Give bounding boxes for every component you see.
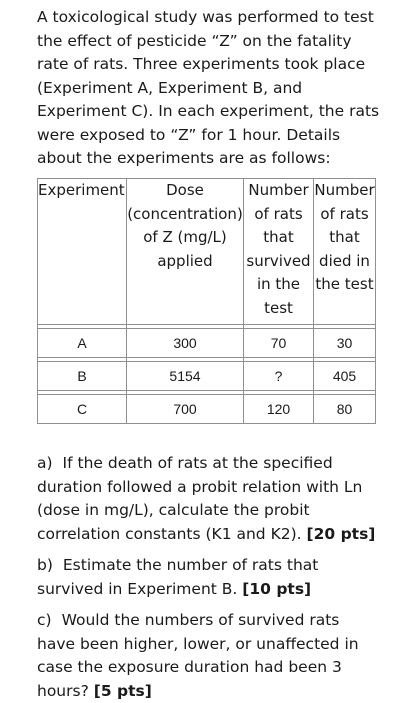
cell-dose: 300 — [127, 329, 244, 358]
cell-died: 405 — [314, 362, 376, 391]
table-row — [38, 329, 376, 358]
question-b — [37, 554, 382, 601]
question-points: [10 pts] — [242, 579, 312, 598]
table-row — [38, 362, 376, 391]
experiment-table — [37, 178, 376, 424]
cell-experiment: A — [38, 329, 127, 358]
question-a — [37, 452, 382, 546]
question-label: c) — [37, 611, 52, 629]
header-died: Number of rats that died in the test — [314, 179, 376, 325]
cell-experiment: B — [38, 362, 127, 391]
problem-intro: A toxicological study was performed to test the effect of pesticide “Z” on the fatality rate of rats. Three experiments took place (Experiment A, Experiment B, and Experiment C). In each experiment, the rats were exposed to “Z” for 1 hour. Details about the experiments are as follows: — [37, 8, 380, 167]
table-row — [38, 395, 376, 424]
question-points: [5 pts] — [93, 681, 152, 700]
question-label: b) — [37, 556, 53, 574]
question-text: If the death of rats at the specified duration followed a probit relation with Ln (dose in mg/L), calculate the probit correlation constants (K1 and K2). — [37, 454, 363, 543]
cell-dose: 5154 — [127, 362, 244, 391]
header-experiment: Experiment — [38, 179, 127, 325]
cell-experiment: C — [38, 395, 127, 424]
question-c — [37, 609, 382, 703]
cell-died: 80 — [314, 395, 376, 424]
cell-survived: 70 — [244, 329, 314, 358]
header-survived: Number of rats that survived in the test — [244, 179, 314, 325]
question-label: a) — [37, 454, 53, 472]
cell-died: 30 — [314, 329, 376, 358]
question-text: Estimate the number of rats that survived in Experiment B. — [37, 556, 319, 598]
question-text: Would the numbers of survived rats have been higher, lower, or unaffected in case the exposure duration had been 3 hours? — [37, 611, 359, 700]
cell-survived: 120 — [244, 395, 314, 424]
header-dose: Dose (concentration) of Z (mg/L) applied — [127, 179, 244, 325]
cell-dose: 700 — [127, 395, 244, 424]
question-points: [20 pts] — [306, 524, 376, 543]
table-header-row — [38, 179, 376, 325]
cell-survived: ? — [244, 362, 314, 391]
